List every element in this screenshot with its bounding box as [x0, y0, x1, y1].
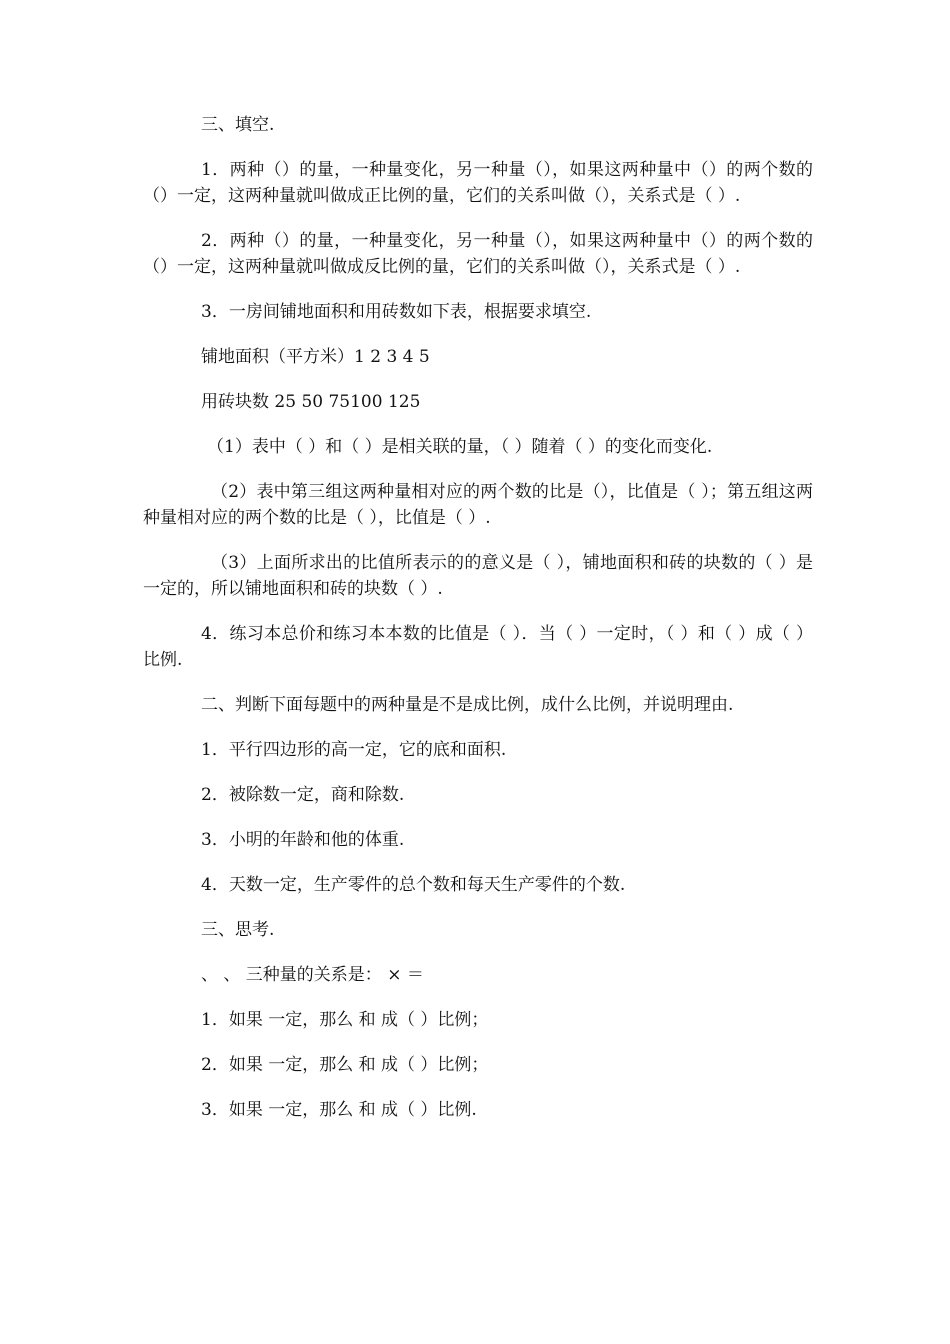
judge-item-3: 3．小明的年龄和他的体重.: [201, 830, 405, 850]
question-2: 2．两种（）的量，一种量变化，另一种量（），如果这两种量中（）的两个数的（）一定，这两种量就叫做成反比例的量，它们的关系叫做（），关系式是（ ）.: [143, 231, 813, 277]
table-row-area: 铺地面积（平方米）1 2 3 4 5: [201, 347, 430, 367]
section-heading-judge: 二、判断下面每题中的两种量是不是成比例，成什么比例，并说明理由.: [201, 695, 734, 715]
section-heading-think: 三、思考.: [201, 920, 275, 940]
question-3: 3．一房间铺地面积和用砖数如下表，根据要求填空.: [201, 302, 592, 322]
section-heading-fill: 三、填空.: [201, 115, 275, 135]
question-3-part-2: （2）表中第三组这两种量相对应的两个数的比是（），比值是（ ）；第五组这两种量相对应的两个数的比是（ ），比值是（ ）.: [143, 482, 813, 528]
document-body: [143, 112, 813, 1142]
think-item-3: 3．如果 一定，那么 和 成（ ）比例.: [201, 1100, 477, 1120]
question-1: 1．两种（）的量，一种量变化，另一种量（），如果这两种量中（）的两个数的（）一定，这两种量就叫做成正比例的量，它们的关系叫做（），关系式是（ ）.: [143, 160, 813, 206]
think-relation: 、 、 三种量的关系是： × ＝: [201, 965, 424, 985]
table-row-bricks: 用砖块数 25 50 75100 125: [201, 392, 421, 412]
question-4: 4．练习本总价和练习本本数的比值是（ ）．当（ ）一定时，（ ）和（ ）成（ ）比例.: [143, 624, 813, 670]
judge-item-2: 2．被除数一定，商和除数.: [201, 785, 405, 805]
question-3-part-3: （3）上面所求出的比值所表示的的意义是（ ），铺地面积和砖的块数的（ ）是一定的，所以铺地面积和砖的块数（ ）.: [143, 553, 813, 599]
think-item-1: 1．如果 一定，那么 和 成（ ）比例；: [201, 1010, 489, 1030]
think-item-2: 2．如果 一定，那么 和 成（ ）比例；: [201, 1055, 489, 1075]
question-3-part-1: （1）表中（ ）和（ ）是相关联的量，（ ）随着（ ）的变化而变化.: [207, 437, 713, 457]
judge-item-4: 4．天数一定，生产零件的总个数和每天生产零件的个数.: [201, 875, 626, 895]
judge-item-1: 1．平行四边形的高一定，它的底和面积.: [201, 740, 507, 760]
